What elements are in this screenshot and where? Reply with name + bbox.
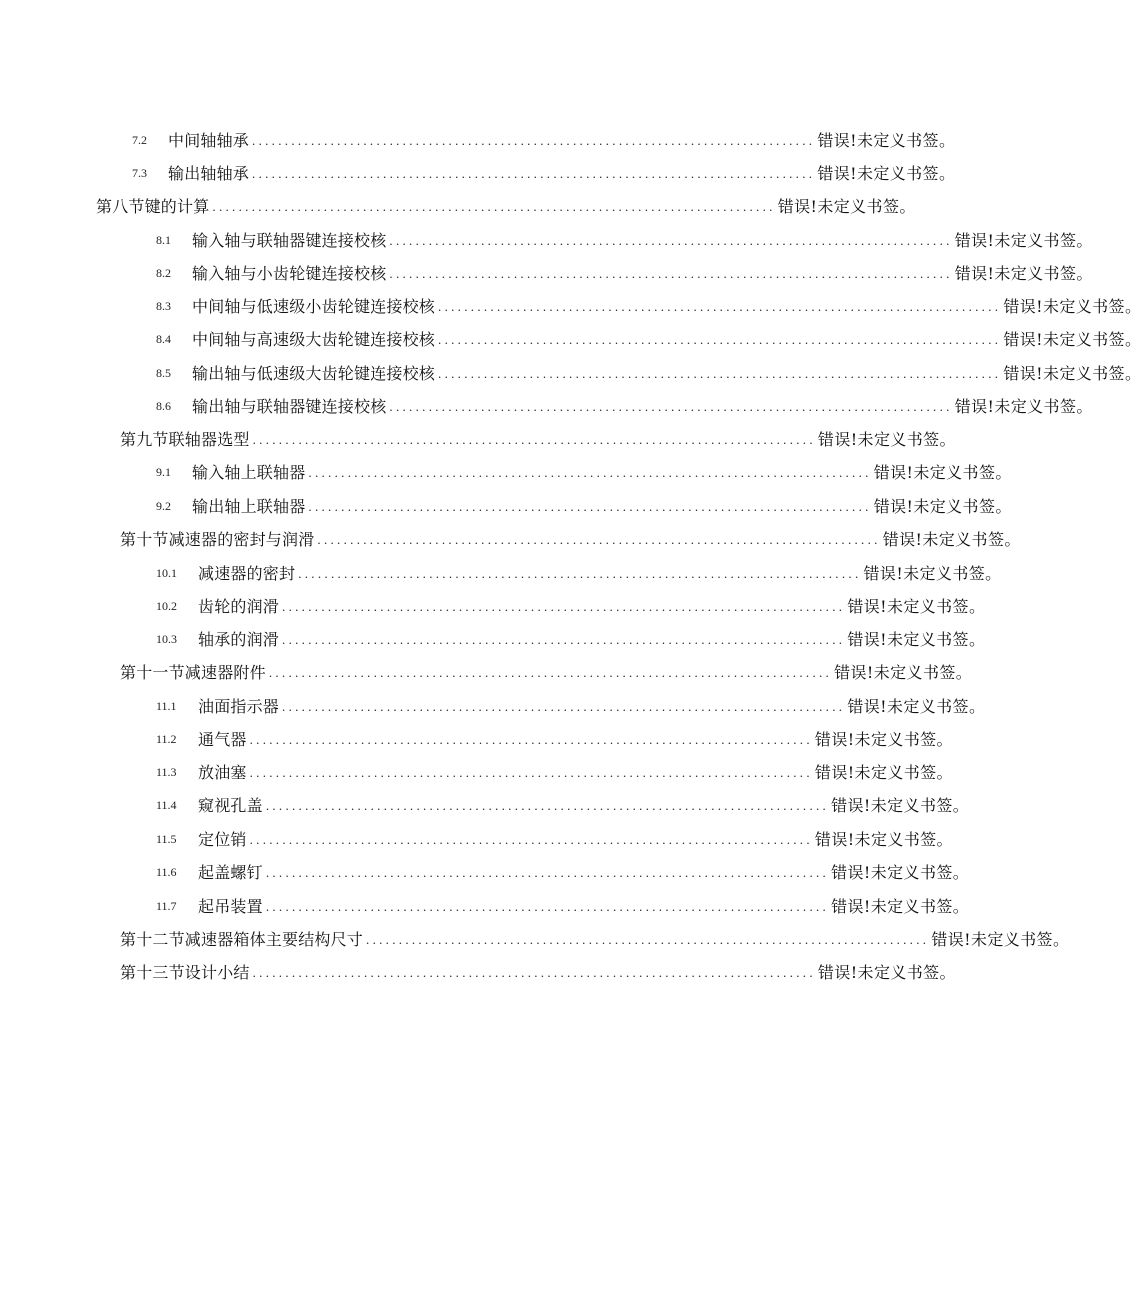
toc-entry-page-ref: 错误!未定义书签。 [863, 564, 1002, 583]
toc-entry-title: 输出轴与低速级大齿轮键连接校核 [192, 364, 436, 383]
toc-entry-number: 7.2 [132, 133, 147, 147]
toc-entry-number: 9.1 [156, 465, 171, 479]
toc-leader-dots: ...................................................................................... [438, 299, 1002, 314]
toc-entry-10-1[interactable] [156, 557, 1002, 590]
toc-leader-dots: ...................................................................................... [282, 699, 846, 714]
toc-entry-number: 11.5 [156, 832, 177, 846]
toc-entry-title: 起吊装置 [198, 897, 263, 916]
toc-entry-page-ref: 错误!未定义书签。 [847, 697, 986, 716]
toc-leader-dots: ...................................................................................... [389, 266, 953, 281]
toc-leader-dots: ...................................................................................... [265, 798, 830, 813]
toc-entry-number: 9.2 [156, 499, 171, 513]
toc-entry-page-ref: 错误!未定义书签。 [817, 963, 956, 982]
toc-section-13[interactable] [120, 956, 956, 989]
toc-entry-number: 8.3 [156, 299, 171, 313]
toc-entry-title: 轴承的润滑 [198, 630, 280, 649]
toc-entry-11-2[interactable] [156, 723, 953, 756]
toc-entry-number: 8.5 [156, 366, 171, 380]
toc-leader-dots: ...................................................................................... [308, 499, 872, 514]
toc-entry-number: 8.2 [156, 266, 171, 280]
toc-entry-page-ref: 错误!未定义书签。 [817, 131, 956, 150]
toc-entry-title: 油面指示器 [198, 697, 280, 716]
toc-entry-9-1[interactable] [156, 456, 1012, 489]
toc-leader-dots: ...................................................................................... [249, 732, 813, 747]
toc-entry-title: 中间轴与低速级小齿轮键连接校核 [192, 297, 436, 316]
toc-leader-dots: ...................................................................................... [282, 632, 846, 647]
toc-entry-page-ref: 错误!未定义书签。 [831, 863, 970, 882]
toc-entry-11-3[interactable] [156, 756, 953, 789]
toc-entry-page-ref: 错误!未定义书签。 [814, 730, 953, 749]
toc-section-title: 第十二节减速器箱体主要结构尺寸 [120, 930, 364, 949]
toc-section-11[interactable] [120, 656, 973, 689]
toc-leader-dots: ...................................................................................... [308, 465, 872, 480]
toc-entry-page-ref: 错误!未定义书签。 [954, 397, 1093, 416]
toc-entry-page-ref: 错误!未定义书签。 [814, 830, 953, 849]
toc-section-title: 第九节联轴器选型 [120, 430, 250, 449]
toc-entry-number: 11.1 [156, 699, 177, 713]
toc-entry-page-ref: 错误!未定义书签。 [847, 630, 986, 649]
toc-leader-dots: ...................................................................................... [317, 532, 881, 547]
toc-section-title: 第十节减速器的密封与润滑 [120, 530, 315, 549]
toc-leader-dots: ...................................................................................... [389, 399, 953, 414]
toc-entry-number: 11.3 [156, 765, 177, 779]
toc-entry-page-ref: 错误!未定义书签。 [954, 264, 1093, 283]
toc-entry-page-ref: 错误!未定义书签。 [1003, 297, 1141, 316]
toc-entry-10-3[interactable] [156, 623, 986, 656]
toc-entry-number: 11.7 [156, 899, 177, 913]
toc-entry-page-ref: 错误!未定义书签。 [882, 530, 1021, 549]
toc-entry-title: 输出轴轴承 [168, 164, 250, 183]
toc-leader-dots: ...................................................................................... [268, 665, 833, 680]
toc-entry-page-ref: 错误!未定义书签。 [814, 763, 953, 782]
toc-leader-dots: ...................................................................................... [249, 832, 813, 847]
toc-entry-7-2[interactable] [132, 124, 956, 157]
toc-entry-title: 通气器 [198, 730, 247, 749]
toc-section-title: 第八节键的计算 [96, 197, 210, 216]
toc-leader-dots: ...................................................................................... [265, 899, 830, 914]
toc-entry-title: 起盖螺钉 [198, 863, 263, 882]
toc-entry-7-3[interactable] [132, 157, 956, 190]
toc-entry-page-ref: 错误!未定义书签。 [817, 430, 956, 449]
toc-entry-page-ref: 错误!未定义书签。 [931, 930, 1070, 949]
toc-entry-number: 8.1 [156, 233, 171, 247]
toc-section-9[interactable] [120, 423, 956, 456]
toc-entry-11-7[interactable] [156, 890, 970, 923]
toc-entry-8-6[interactable] [156, 390, 1093, 423]
toc-entry-page-ref: 错误!未定义书签。 [847, 597, 986, 616]
toc-section-12[interactable] [120, 923, 1070, 956]
toc-entry-number: 10.2 [156, 599, 177, 613]
toc-entry-page-ref: 错误!未定义书签。 [831, 796, 970, 815]
toc-entry-8-1[interactable] [156, 224, 1093, 257]
toc-entry-page-ref: 错误!未定义书签。 [1003, 364, 1141, 383]
toc-section-8[interactable] [96, 190, 916, 223]
toc-entry-title: 中间轴轴承 [168, 131, 250, 150]
toc-entry-title: 定位销 [198, 830, 247, 849]
toc-entry-number: 8.6 [156, 399, 171, 413]
toc-leader-dots: ...................................................................................... [389, 233, 953, 248]
toc-entry-number: 8.4 [156, 332, 171, 346]
toc-entry-page-ref: 错误!未定义书签。 [834, 663, 973, 682]
toc-entry-page-ref: 错误!未定义书签。 [954, 231, 1093, 250]
toc-entry-8-2[interactable] [156, 257, 1093, 290]
toc-leader-dots: ...................................................................................... [265, 865, 830, 880]
toc-entry-title: 输出轴与联轴器键连接校核 [192, 397, 387, 416]
toc-entry-11-4[interactable] [156, 789, 970, 822]
toc-entry-title: 输入轴与联轴器键连接校核 [192, 231, 387, 250]
toc-entry-number: 11.2 [156, 732, 177, 746]
toc-entry-title: 减速器的密封 [198, 564, 296, 583]
toc-entry-page-ref: 错误!未定义书签。 [873, 497, 1012, 516]
toc-section-10[interactable] [120, 523, 1021, 556]
toc-entry-number: 10.1 [156, 566, 177, 580]
toc-leader-dots: ...................................................................................... [252, 965, 816, 980]
toc-entry-title: 放油塞 [198, 763, 247, 782]
toc-entry-title: 窥视孔盖 [198, 796, 263, 815]
toc-leader-dots: ...................................................................................... [298, 566, 862, 581]
toc-entry-11-5[interactable] [156, 823, 953, 856]
toc-leader-dots: ...................................................................................... [252, 133, 816, 148]
toc-entry-page-ref: 错误!未定义书签。 [817, 164, 956, 183]
toc-section-title: 第十三节设计小结 [120, 963, 250, 982]
toc-entry-number: 11.6 [156, 865, 177, 879]
toc-leader-dots: ...................................................................................... [438, 332, 1002, 347]
toc-leader-dots: ...................................................................................... [438, 366, 1002, 381]
toc-leader-dots: ...................................................................................... [249, 765, 813, 780]
toc-entry-11-6[interactable] [156, 856, 970, 889]
toc-entry-number: 10.3 [156, 632, 177, 646]
toc-entry-page-ref: 错误!未定义书签。 [831, 897, 970, 916]
toc-entry-11-1[interactable] [156, 690, 986, 723]
toc-leader-dots: ...................................................................................... [212, 199, 776, 214]
toc-leader-dots: ...................................................................................... [366, 932, 930, 947]
toc-entry-title: 输入轴上联轴器 [192, 463, 306, 482]
toc-entry-title: 输入轴与小齿轮键连接校核 [192, 264, 387, 283]
toc-leader-dots: ...................................................................................... [252, 432, 816, 447]
toc-entry-title: 输出轴上联轴器 [192, 497, 306, 516]
toc-entry-title: 齿轮的润滑 [198, 597, 280, 616]
toc-entry-number: 11.4 [156, 798, 177, 812]
toc-entry-page-ref: 错误!未定义书签。 [873, 463, 1012, 482]
toc-entry-page-ref: 错误!未定义书签。 [1003, 330, 1141, 349]
toc-entry-number: 7.3 [132, 166, 147, 180]
toc-entry-8-3[interactable] [156, 290, 1141, 323]
toc-leader-dots: ...................................................................................... [282, 599, 846, 614]
toc-entry-8-4[interactable] [156, 323, 1141, 356]
toc-leader-dots: ...................................................................................... [252, 166, 816, 181]
toc-entry-page-ref: 错误!未定义书签。 [777, 197, 916, 216]
toc-section-title: 第十一节减速器附件 [120, 663, 266, 682]
toc-entry-10-2[interactable] [156, 590, 986, 623]
toc-entry-title: 中间轴与高速级大齿轮键连接校核 [192, 330, 436, 349]
toc-entry-9-2[interactable] [156, 490, 1012, 523]
toc-entry-8-5[interactable] [156, 357, 1141, 390]
